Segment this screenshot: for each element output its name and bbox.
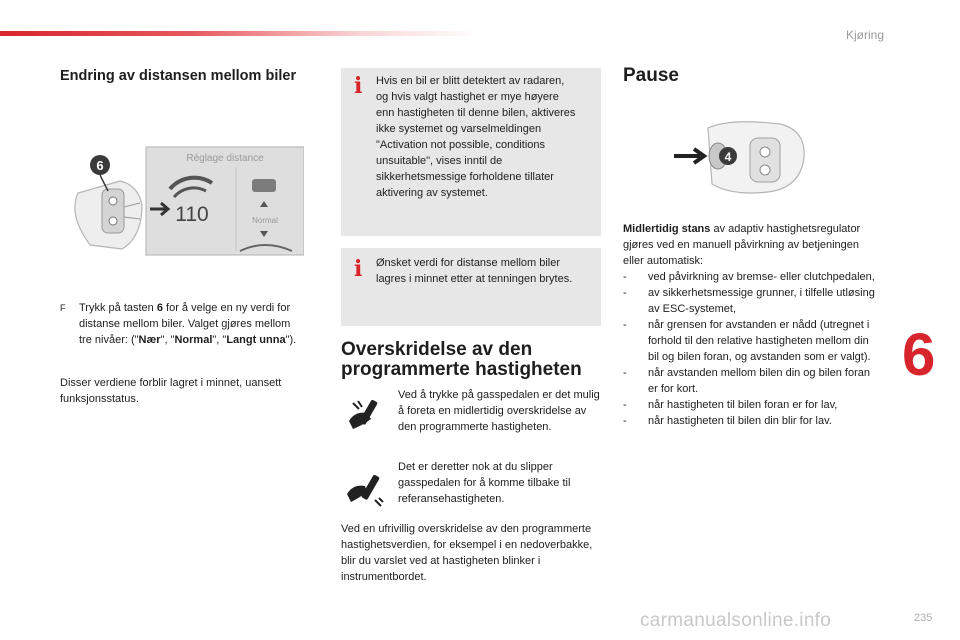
list-item: - når grensen for avstanden er nådd (utregnet i forhold til den relative hastigheten mellom din bil og bilen foran, og avstanden som er valgt).	[623, 317, 878, 365]
button-4-label: 4	[724, 150, 732, 164]
distance-heading: Endring av distansen mellom biler	[60, 68, 297, 84]
distance-setting-illustration	[60, 145, 304, 257]
screen-title: Réglage distance	[186, 153, 264, 164]
pause-heading: Pause	[623, 65, 679, 86]
foot-release-pedal-icon	[345, 470, 385, 510]
section-title: Kjøring	[845, 28, 884, 42]
pedal-press-text: Ved å trykke på gasspedalen er det mulig å foreta en midlertidig overskridelse av den programmerte hastigheten.	[398, 389, 600, 433]
screen-speed: 110	[175, 203, 209, 226]
header-accent-bar	[0, 31, 480, 36]
pause-conditions-list	[623, 269, 878, 429]
pedal-release-text: Det er deretter nok at du slipper gasspedalen for å komme tilbake til referansehastigheten.	[398, 461, 571, 505]
list-item: - når avstanden mellom bilen din og bilen foran er for kort.	[623, 365, 878, 397]
distance-heading-block	[60, 68, 310, 84]
button-6-label: 6	[96, 158, 104, 173]
list-item: - når hastigheten til bilen din blir for lav.	[623, 413, 878, 429]
pause-description	[623, 221, 878, 429]
info-box-memory	[341, 248, 601, 326]
info-icon: i	[354, 256, 363, 282]
distance-memory-note: Disser verdiene forblir lagret i minnet, uansett funksjonsstatus.	[60, 377, 282, 405]
list-item: - ved påvirkning av bremse- eller clutchpedalen,	[623, 269, 878, 285]
pause-button-illustration	[672, 118, 812, 196]
info-activation-text: Hvis en bil er blitt detektert av radaren, og hvis valgt hastighet er mye høyere enn hastigheten til denne bilen, aktiveres ikke systemet og varselmeldingen "Activation not possible, conditions unsuitable", vises inntil de sikkerhetsmessige forholdene tillater aktivering av systemet.	[376, 75, 576, 199]
watermark: carmanualsonline.info	[640, 610, 832, 631]
overspeed-warning-text: Ved en ufrivillig overskridelse av den programmerte hastighetsverdien, for eksempel i en nedoverbakke, blir du varslet ved at hastigheten blinker i instrumentbordet.	[341, 523, 593, 583]
list-item: - når hastigheten til bilen foran er for lav,	[623, 397, 878, 413]
overspeed-heading: Overskridelse av den programmerte hastigheten	[341, 339, 582, 380]
info-icon: i	[354, 73, 363, 99]
foot-press-pedal-icon	[345, 395, 385, 435]
pause-intro: av adaptiv hastighetsregulator gjøres ved en manuell påvirkning av betjeningen eller automatisk:	[623, 223, 861, 267]
info-box-activation	[341, 68, 601, 236]
screen-mode: Normal	[252, 216, 278, 225]
list-item: - av sikkerhetsmessige grunner, i tilfelle utløsing av ESC-systemet,	[623, 285, 878, 317]
chapter-number: 6	[902, 321, 936, 388]
distance-instruction: F Trykk på tasten 6 for å velge en ny verdi for distanse mellom biler. Valget gjøres mellom tre nivåer: ("Nær", "Normal", "Langt unna").	[60, 302, 297, 346]
info-memory-text: Ønsket verdi for distanse mellom biler lagres i minnet etter at tenningen brytes.	[376, 257, 573, 285]
pause-intro-bold: Midlertidig stans	[623, 223, 711, 235]
page-number: 235	[914, 612, 933, 624]
bullet-marker: F	[60, 303, 66, 313]
